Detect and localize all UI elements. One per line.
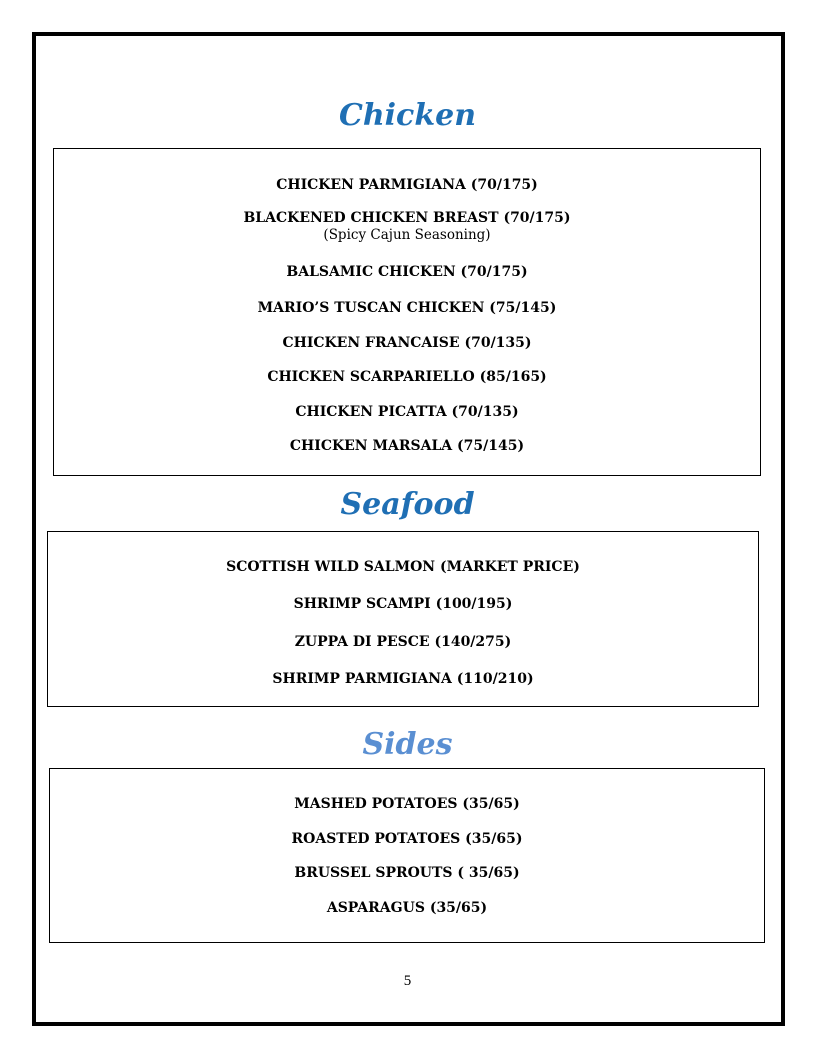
sides-menu-box <box>49 768 765 943</box>
page-number: 5 <box>403 973 412 989</box>
menu-item-note: (Spicy Cajun Seasoning) <box>323 227 491 243</box>
menu-item: MARIO’S TUSCAN CHICKEN (75/145) <box>257 300 557 316</box>
menu-item: ASPARAGUS (35/65) <box>326 900 488 916</box>
seafood-menu-box <box>47 531 759 707</box>
menu-item: SHRIMP SCAMPI (100/195) <box>293 596 513 612</box>
menu-item: ROASTED POTATOES (35/65) <box>291 831 523 847</box>
chicken-menu-box <box>53 148 761 476</box>
chicken-section-title: Chicken <box>338 98 477 133</box>
menu-item-name: BLACKENED CHICKEN BREAST (70/175) <box>243 210 571 226</box>
menu-item: CHICKEN FRANCAISE (70/135) <box>282 335 532 351</box>
menu-item: CHICKEN PARMIGIANA (70/175) <box>276 177 538 193</box>
menu-item: CHICKEN PICATTA (70/135) <box>295 404 519 420</box>
menu-item <box>54 209 760 243</box>
menu-item: CHICKEN MARSALA (75/145) <box>289 438 525 454</box>
menu-item: ZUPPA DI PESCE (140/275) <box>294 634 512 650</box>
menu-item: SCOTTISH WILD SALMON (MARKET PRICE) <box>226 559 580 575</box>
menu-item: SHRIMP PARMIGIANA (110/210) <box>272 671 534 687</box>
menu-item: MASHED POTATOES (35/65) <box>294 796 520 812</box>
menu-item: BRUSSEL SPROUTS ( 35/65) <box>294 865 520 881</box>
menu-item: BALSAMIC CHICKEN (70/175) <box>286 264 528 280</box>
seafood-section-title: Seafood <box>340 487 475 522</box>
menu-item: CHICKEN SCARPARIELLO (85/165) <box>267 369 547 385</box>
sides-section-title: Sides <box>362 727 453 762</box>
